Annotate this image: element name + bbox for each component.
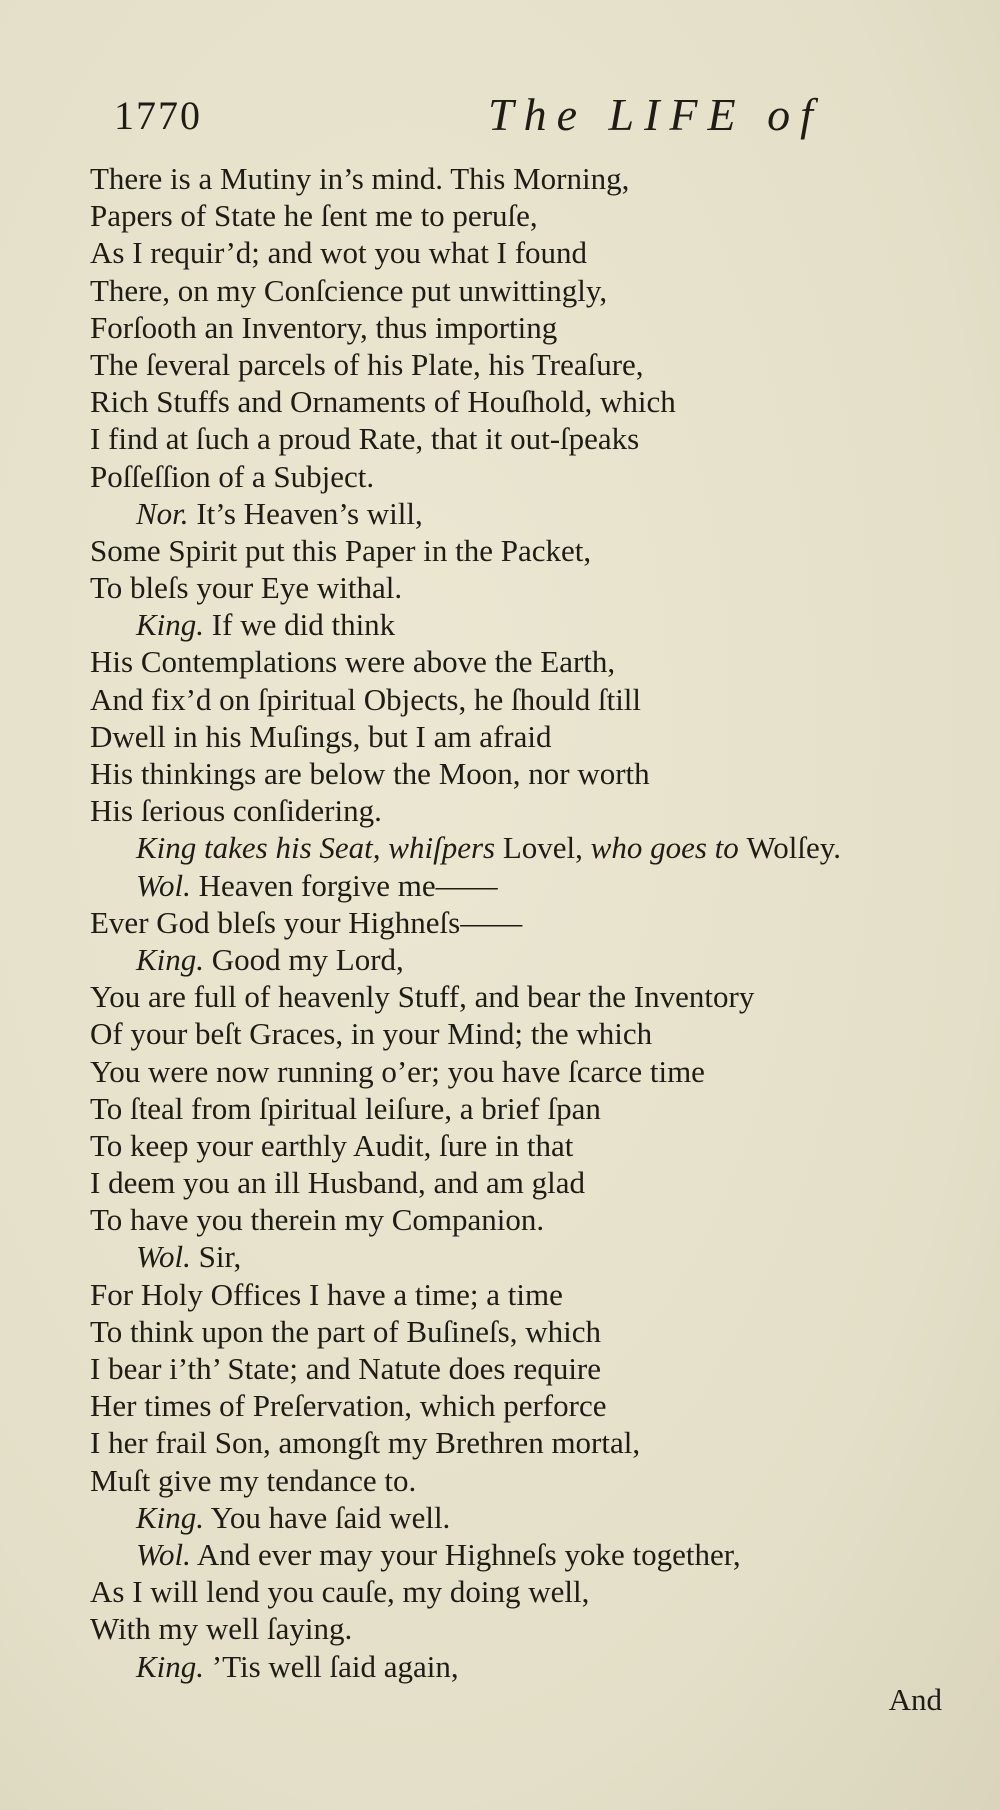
line-text: Forſooth an Inventory, thus importing (90, 309, 558, 345)
verse-line (90, 718, 930, 755)
speaker-name: Wol. (136, 1239, 191, 1275)
line-text: The ſeveral parcels of his Plate, his Treaſure, (90, 346, 644, 382)
verse-line (90, 569, 930, 606)
line-text: You are full of heavenly Stuff, and bear the Inventory (90, 979, 755, 1015)
verse-line (90, 234, 930, 271)
verse-line (90, 1424, 930, 1461)
line-text: For Holy Offices I have a time; a time (90, 1276, 563, 1312)
line-text: With my well ſaying. (90, 1611, 353, 1647)
line-text: Good my Lord, (204, 941, 404, 977)
line-text: If we did think (204, 607, 396, 643)
speaker-name: Wol. (136, 867, 191, 903)
verse-line (90, 1015, 930, 1052)
running-title: The LIFE of (488, 89, 823, 140)
line-text: Heaven forgive me—— (190, 867, 498, 903)
line-text: To have you therein my Companion. (90, 1202, 545, 1238)
line-text: To bleſs your Eye withal. (90, 570, 403, 606)
verse-line (90, 1499, 930, 1536)
verse-line (90, 1573, 930, 1610)
stage-direction-segment: Wolſey. (746, 830, 842, 866)
stage-direction-segment: Lovel, (502, 830, 591, 866)
line-text: Dwell in his Muſings, but I am afraid (90, 718, 552, 754)
line-text: And fix’d on ſpiritual Objects, he ſhould ſtill (90, 681, 642, 717)
verse-line (90, 1350, 930, 1387)
line-text: To keep your earthly Audit, ſure in that (90, 1127, 574, 1163)
speaker-name: King. (136, 607, 205, 643)
verse-line (90, 1648, 930, 1685)
line-text: I find at ſuch a proud Rate, that it out-ſpeaks (90, 421, 640, 457)
verse-line (90, 792, 930, 829)
verse-line (90, 681, 930, 718)
verse-line (90, 1053, 930, 1090)
speaker-name: King. (136, 941, 205, 977)
line-text: You were now running o’er; you have ſcarce time (90, 1053, 705, 1089)
line-text: And ever may your Highneſs yoke together, (190, 1536, 741, 1572)
verse-line (90, 1313, 930, 1350)
verse-line (90, 383, 930, 420)
verse-line (90, 755, 930, 792)
verse-line (90, 1238, 930, 1275)
line-text: There, on my Conſcience put unwittingly, (90, 272, 608, 308)
line-text: Rich Stuffs and Ornaments of Houſhold, which (90, 384, 676, 420)
line-text: His ſerious conſidering. (90, 793, 382, 829)
stage-direction-segment: who goes to (590, 830, 747, 866)
verse-line (90, 495, 930, 532)
line-text: Of your beſt Graces, in your Mind; the which (90, 1016, 653, 1052)
verse-line (90, 867, 930, 904)
verse-line (90, 1127, 930, 1164)
verse-line (90, 1090, 930, 1127)
line-text: Muſt give my tendance to. (90, 1462, 417, 1498)
verse-line (90, 197, 930, 234)
verse-line (90, 160, 930, 197)
line-text: Her times of Preſervation, which perforce (90, 1388, 607, 1424)
stage-direction (90, 829, 930, 866)
page-header (100, 88, 900, 148)
speaker-name: King. (136, 1648, 205, 1684)
verse-line (90, 420, 930, 457)
line-text: His Contemplations were above the Earth, (90, 644, 616, 680)
line-text: I deem you an ill Husband, and am glad (90, 1165, 586, 1201)
verse-line (90, 904, 930, 941)
line-text: Some Spirit put this Paper in the Packet, (90, 532, 592, 568)
verse-line (90, 606, 930, 643)
verse-line (90, 532, 930, 569)
verse-line (90, 1276, 930, 1313)
line-text: Papers of State he ſent me to peruſe, (90, 198, 538, 234)
stage-direction-segment: whiſpers (388, 830, 503, 866)
line-text: It’s Heaven’s will, (188, 495, 423, 531)
line-text: As I requir’d; and wot you what I found (90, 235, 588, 271)
verse-line (90, 978, 930, 1015)
line-text: Poſſeſſion of a Subject. (90, 458, 375, 494)
line-text: I bear i’th’ State; and Natute does require (90, 1351, 602, 1386)
line-text: Ever God bleſs your Highneſs—— (90, 904, 523, 940)
line-text: His thinkings are below the Moon, nor worth (90, 756, 650, 791)
verse-text (90, 160, 930, 1685)
verse-line (90, 458, 930, 495)
line-text: As I will lend you cauſe, my doing well, (90, 1574, 590, 1610)
verse-line (90, 309, 930, 346)
verse-line (90, 1610, 930, 1647)
verse-line (90, 272, 930, 309)
verse-line (90, 643, 930, 680)
verse-line (90, 941, 930, 978)
speaker-name: Nor. (136, 495, 189, 531)
page-number: 1770 (114, 93, 202, 138)
line-text: You have ſaid well. (204, 1499, 451, 1535)
verse-line (90, 1387, 930, 1424)
speaker-name: Wol. (136, 1536, 191, 1572)
line-text: ’Tis well ſaid again, (204, 1648, 459, 1684)
catchword: And (888, 1682, 942, 1717)
speaker-name: King. (136, 1499, 205, 1535)
line-text: To think upon the part of Buſineſs, which (90, 1313, 601, 1349)
verse-line (90, 346, 930, 383)
verse-line (90, 1462, 930, 1499)
line-text: There is a Mutiny in’s mind. This Morning, (90, 161, 630, 196)
verse-line (90, 1164, 930, 1201)
verse-line (90, 1201, 930, 1238)
verse-line (90, 1536, 930, 1573)
line-text: Sir, (190, 1239, 242, 1275)
line-text: I her frail Son, amongſt my Brethren mortal, (90, 1425, 641, 1461)
stage-direction-segment: King takes his Seat, (136, 830, 389, 866)
line-text: To ſteal from ſpiritual leiſure, a brief ſpan (90, 1090, 601, 1126)
